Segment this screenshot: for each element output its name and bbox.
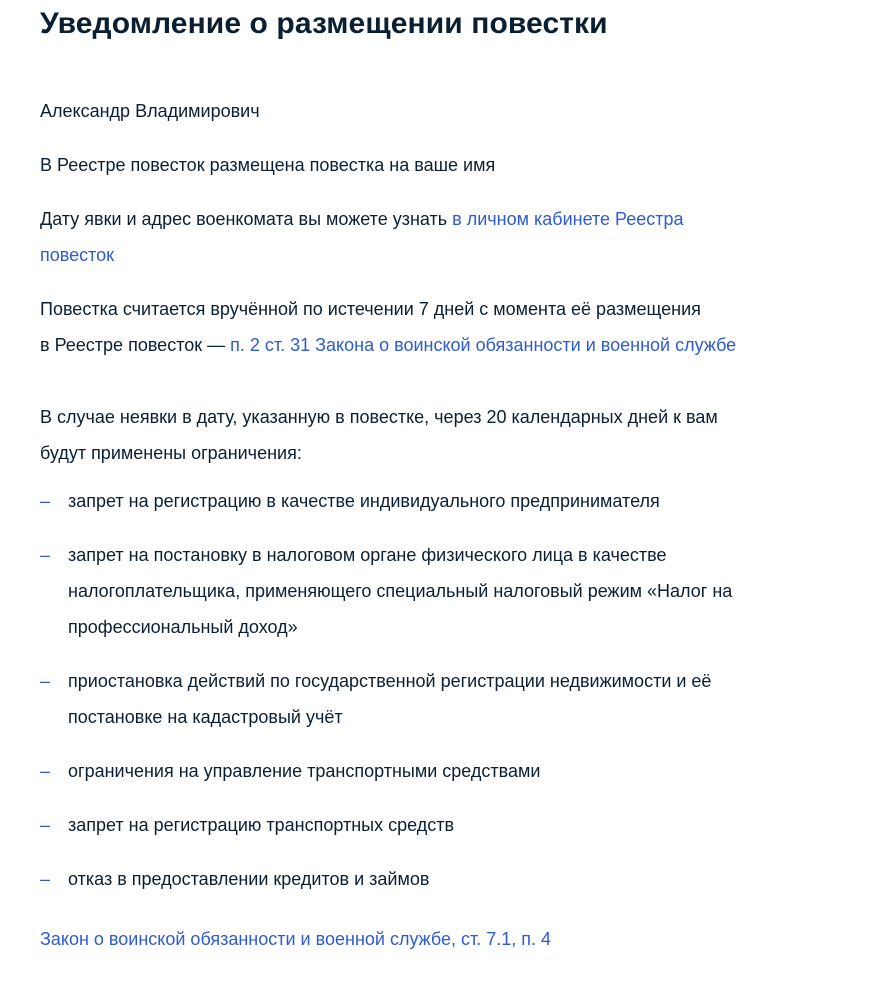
list-item [40,537,740,645]
dash-marker: – [40,671,51,691]
list-item [40,483,740,519]
restriction-text: отказ в предоставлении кредитов и займов [68,869,430,889]
dash-marker: – [40,491,51,511]
restriction-text: запрет на постановку в налоговом органе физического лица в качестве налогоплательщика, применяющего специальный налоговый режим «Налог на профессиональный доход» [68,545,733,637]
law-article-31-link[interactable]: п. 2 ст. 31 Закона о воинской обязанности и военной службе [230,335,737,355]
dash-marker: – [40,545,51,565]
restriction-text: запрет на регистрацию в качестве индивидуального предпринимателя [68,491,660,511]
dash-marker: – [40,815,51,835]
restriction-text: приостановка действий по государственной регистрации недвижимости и её постановке на кадастровый учёт [68,671,712,727]
dash-marker: – [40,869,51,889]
law-article-7-1-link[interactable]: Закон о воинской обязанности и военной службе, ст. 7.1, п. 4 [40,929,552,949]
restrictions-list [40,483,740,915]
date-address-text: Дату явки и адрес военкомата вы можете узнать [40,209,453,229]
page-title: Уведомление о размещении повестки [40,7,608,40]
footer-paragraph [40,921,740,957]
greeting: Александр Владимирович [40,101,260,121]
list-item [40,861,740,897]
restrictions-intro: В случае неявки в дату, указанную в повестке, через 20 календарных дней к вам будут применены ограничения: [40,407,718,463]
dash-marker: – [40,761,51,781]
restriction-text: запрет на регистрацию транспортных средств [68,815,455,835]
list-item [40,807,740,843]
registry-account-link[interactable]: в личном кабинете Реестра повесток [40,209,684,265]
list-item [40,663,740,735]
list-item [40,753,740,789]
restriction-text: ограничения на управление транспортными средствами [68,761,541,781]
delivery-paragraph [40,291,760,363]
delivery-text-part2: в Реестре повесток — [40,335,231,355]
delivery-text-part1: Повестка считается вручённой по истечении 7 дней с момента её размещения [40,299,701,319]
date-address-paragraph [40,201,740,273]
summons-placed-text: В Реестре повесток размещена повестка на ваше имя [40,155,496,175]
